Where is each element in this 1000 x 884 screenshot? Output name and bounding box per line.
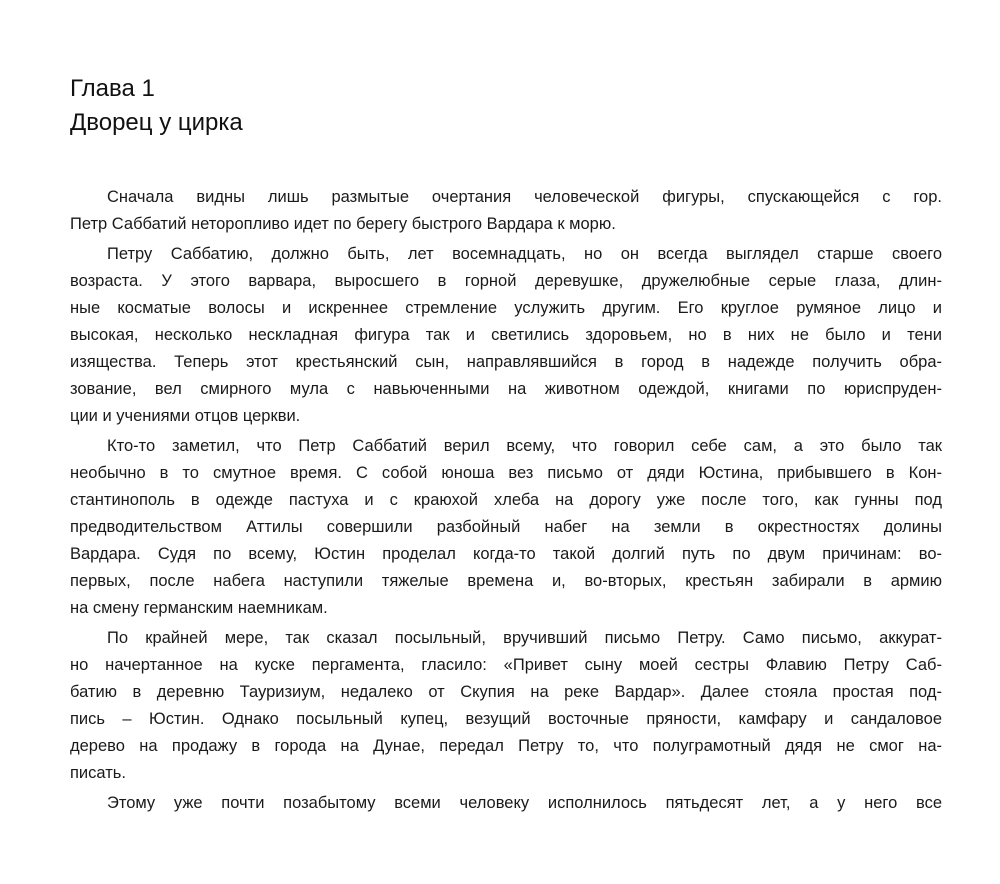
chapter-number: Глава 1	[70, 75, 155, 102]
text-line: пись – Юстин. Однако посыльный купец, везущий восточные пряности, камфару и сандаловое	[70, 710, 942, 728]
text-line: высокая, несколько нескладная фигура так и светились здоровьем, но в них не было и тени	[70, 326, 942, 344]
text-line: Кто-то заметил, что Петр Саббатий верил всему, что говорил себе сам, а это было так	[107, 437, 942, 455]
text-line: изящества. Теперь этот крестьянский сын, направлявшийся в город в надежде получить обра-	[70, 353, 942, 371]
text-line: писать.	[70, 764, 126, 782]
paragraph	[70, 625, 942, 787]
text-line: но начертанное на куске пергамента, гласило: «Привет сыну моей сестры Флавию Петру Саб-	[70, 656, 942, 674]
text-line: Петр Саббатий неторопливо идет по берегу быстрого Вардара к морю.	[70, 215, 616, 233]
paragraph	[70, 184, 942, 238]
text-line: Этому уже почти позабытому всеми человеку исполнилось пятьдесят лет, а у него все	[107, 794, 942, 812]
chapter-title: Дворец у цирка	[70, 109, 243, 136]
text-line: батию в деревню Тауризиум, недалеко от Скупия на реке Вардар». Далее стояла простая под-	[70, 683, 942, 701]
text-line: на смену германским наемникам.	[70, 599, 328, 617]
paragraph	[70, 241, 942, 430]
text-line: Петру Саббатию, должно быть, лет восемнадцать, но он всегда выглядел старше своего	[107, 245, 942, 263]
document-page	[70, 72, 942, 820]
text-line: необычно в то смутное время. С собой юноша вез письмо от дяди Юстина, прибывшего в Кон-	[70, 464, 942, 482]
text-line: Вардара. Судя по всему, Юстин проделал когда-то такой долгий путь по двум причинам: во-	[70, 545, 942, 563]
text-line: По крайней мере, так сказал посыльный, вручивший письмо Петру. Само письмо, аккурат-	[107, 629, 942, 647]
chapter-body	[70, 184, 942, 817]
text-line: первых, после набега наступили тяжелые времена и, во-вторых, крестьян забирали в армию	[70, 572, 942, 590]
text-line: дерево на продажу в города на Дунае, передал Петру то, что полуграмотный дядя не смог на-	[70, 737, 942, 755]
paragraph	[70, 790, 942, 817]
text-line: возраста. У этого варвара, выросшего в горной деревушке, дружелюбные серые глаза, длин-	[70, 272, 942, 290]
text-line: предводительством Аттилы совершили разбойный набег на земли в окрестностях долины	[70, 518, 942, 536]
text-line: ции и учениями отцов церкви.	[70, 407, 301, 425]
text-line: Сначала видны лишь размытые очертания человеческой фигуры, спускающейся с гор.	[107, 188, 942, 206]
text-line: стантинополь в одежде пастуха и с краюхой хлеба на дорогу уже после того, как гунны под	[70, 491, 942, 509]
paragraph	[70, 433, 942, 622]
text-line: ные косматые волосы и искреннее стремление услужить другим. Его круглое румяное лицо и	[70, 299, 942, 317]
text-line: зование, вел смирного мула с навьюченными на животном одеждой, книгами по юриспруден-	[70, 380, 942, 398]
